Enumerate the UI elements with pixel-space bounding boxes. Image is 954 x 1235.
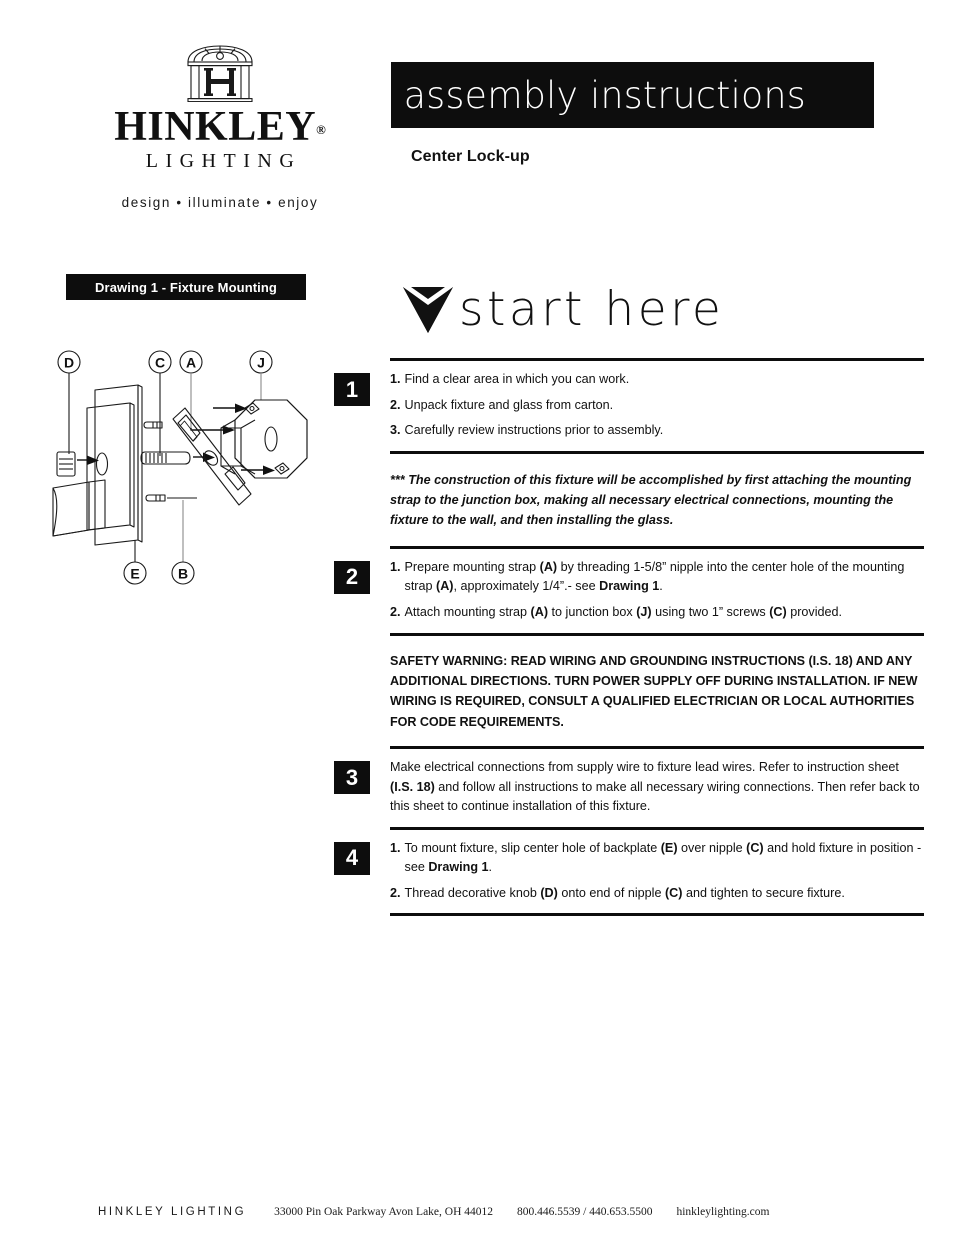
svg-text:C: C <box>154 354 166 371</box>
list-item <box>390 370 924 390</box>
list-number: 1. <box>390 559 401 574</box>
fixture-mounting-diagram <box>45 340 345 600</box>
list-text: To mount fixture, slip center hole of backplate (E) over nipple (C) and hold fixture in position - see Drawing 1. <box>404 840 922 875</box>
junction-box-part <box>213 400 307 478</box>
footer-phone: 800.446.5539 / 440.653.5500 <box>517 1206 653 1218</box>
lantern-icon <box>183 44 257 102</box>
callout-E <box>124 540 146 584</box>
step-number-badge: 2 <box>334 561 370 594</box>
svg-text:D: D <box>63 354 75 371</box>
callout-A <box>180 351 235 435</box>
list-text: Thread decorative knob (D) onto end of nipple (C) and tighten to secure fixture. <box>404 885 845 900</box>
callout-D <box>58 351 80 454</box>
step-3 <box>334 749 924 827</box>
list-text: Attach mounting strap (A) to junction box (J) using two 1” screws (C) provided. <box>404 605 843 619</box>
step-number-badge: 3 <box>334 761 370 794</box>
step-2 <box>334 549 924 633</box>
brand-tagline: design • illuminate • enjoy <box>121 195 319 210</box>
screw-B-part <box>146 495 197 501</box>
list-item <box>390 421 924 441</box>
svg-text:B: B <box>177 565 189 582</box>
list-item <box>390 884 924 904</box>
logo-wordmark: HINKLEY® <box>114 104 326 150</box>
nipple-part <box>141 452 215 464</box>
list-item <box>390 396 924 416</box>
banner-title: assembly instructions <box>403 73 806 117</box>
construction-note: *** The construction of this fixture will be accomplished by first attaching the mounting strap to the junction box, making all necessary electrical connections, mounting the fixture to the wall, and then installing the glass. <box>390 472 912 527</box>
step-2-body <box>390 549 924 633</box>
callout-C <box>149 351 171 456</box>
footer-brand: HINKLEY LIGHTING <box>98 1206 247 1218</box>
step-number-badge: 1 <box>334 373 370 406</box>
assembly-instructions-banner <box>391 62 874 128</box>
step-3-body <box>390 749 924 827</box>
list-item <box>390 839 924 878</box>
list-number: 3. <box>390 423 401 438</box>
screw-upper-part <box>144 422 162 428</box>
start-here-text: start here <box>459 281 725 337</box>
page-footer <box>0 1206 954 1218</box>
backplate-part <box>53 385 142 545</box>
logo-subword: LIGHTING <box>145 150 302 172</box>
brand-logo <box>62 44 378 210</box>
divider <box>390 913 924 916</box>
callout-B <box>172 500 194 584</box>
list-text: Unpack fixture and glass from carton. <box>404 397 614 412</box>
step-4 <box>334 830 924 914</box>
fixture-name: Center Lock-up <box>411 148 530 165</box>
svg-text:A: A <box>185 354 197 371</box>
list-number: 2. <box>390 885 401 900</box>
safety-warning-text: SAFETY WARNING: READ WIRING AND GROUNDING INSTRUCTIONS (I.S. 18) AND ANY ADDITIONAL DIRECTIONS. TURN POWER SUPPLY OFF DURING INSTALLATION. IF NEW WIRING IS REQUIRED, CONSULT A QUALIFIED ELECTRICIAN OR LOCAL AUTHORITIES FOR CODE REQUIREMENTS. <box>390 653 918 729</box>
drawing-label: Drawing 1 - Fixture Mounting <box>66 274 306 300</box>
footer-website: hinkleylighting.com <box>676 1206 770 1218</box>
instruction-steps <box>334 358 924 916</box>
footer-address: 33000 Pin Oak Parkway Avon Lake, OH 44012 <box>274 1206 494 1218</box>
list-number: 2. <box>390 605 401 619</box>
list-number: 2. <box>390 397 401 412</box>
step-3-paragraph: Make electrical connections from supply wire to fixture lead wires. Refer to instruction sheet (I.S. 18) and follow all instructions to make all necessary wiring connections. Then refer back to this sheet to continue installation of this fixture. <box>390 760 920 814</box>
list-text: Prepare mounting strap (A) by threading 1-5/8” nipple into the center hole of the mounting strap (A), approximately 1/4”.- see Drawing 1. <box>404 559 905 594</box>
safety-warning-block <box>334 636 924 747</box>
step-4-body <box>390 830 924 914</box>
list-item <box>390 603 924 623</box>
down-arrow-icon <box>399 283 457 335</box>
list-item <box>390 558 924 597</box>
step-number-badge: 4 <box>334 842 370 875</box>
step-1 <box>334 361 924 451</box>
start-here-heading <box>399 283 724 335</box>
list-number: 1. <box>390 372 401 386</box>
svg-text:J: J <box>257 354 265 371</box>
step-1-body <box>390 361 924 451</box>
registered-mark: ® <box>316 122 326 137</box>
list-text: Carefully review instructions prior to assembly. <box>404 423 664 438</box>
list-text: Find a clear area in which you can work. <box>404 372 630 386</box>
decorative-knob-part <box>57 452 99 476</box>
svg-text:E: E <box>130 565 140 582</box>
list-number: 1. <box>390 840 401 855</box>
construction-note-block <box>334 454 924 546</box>
